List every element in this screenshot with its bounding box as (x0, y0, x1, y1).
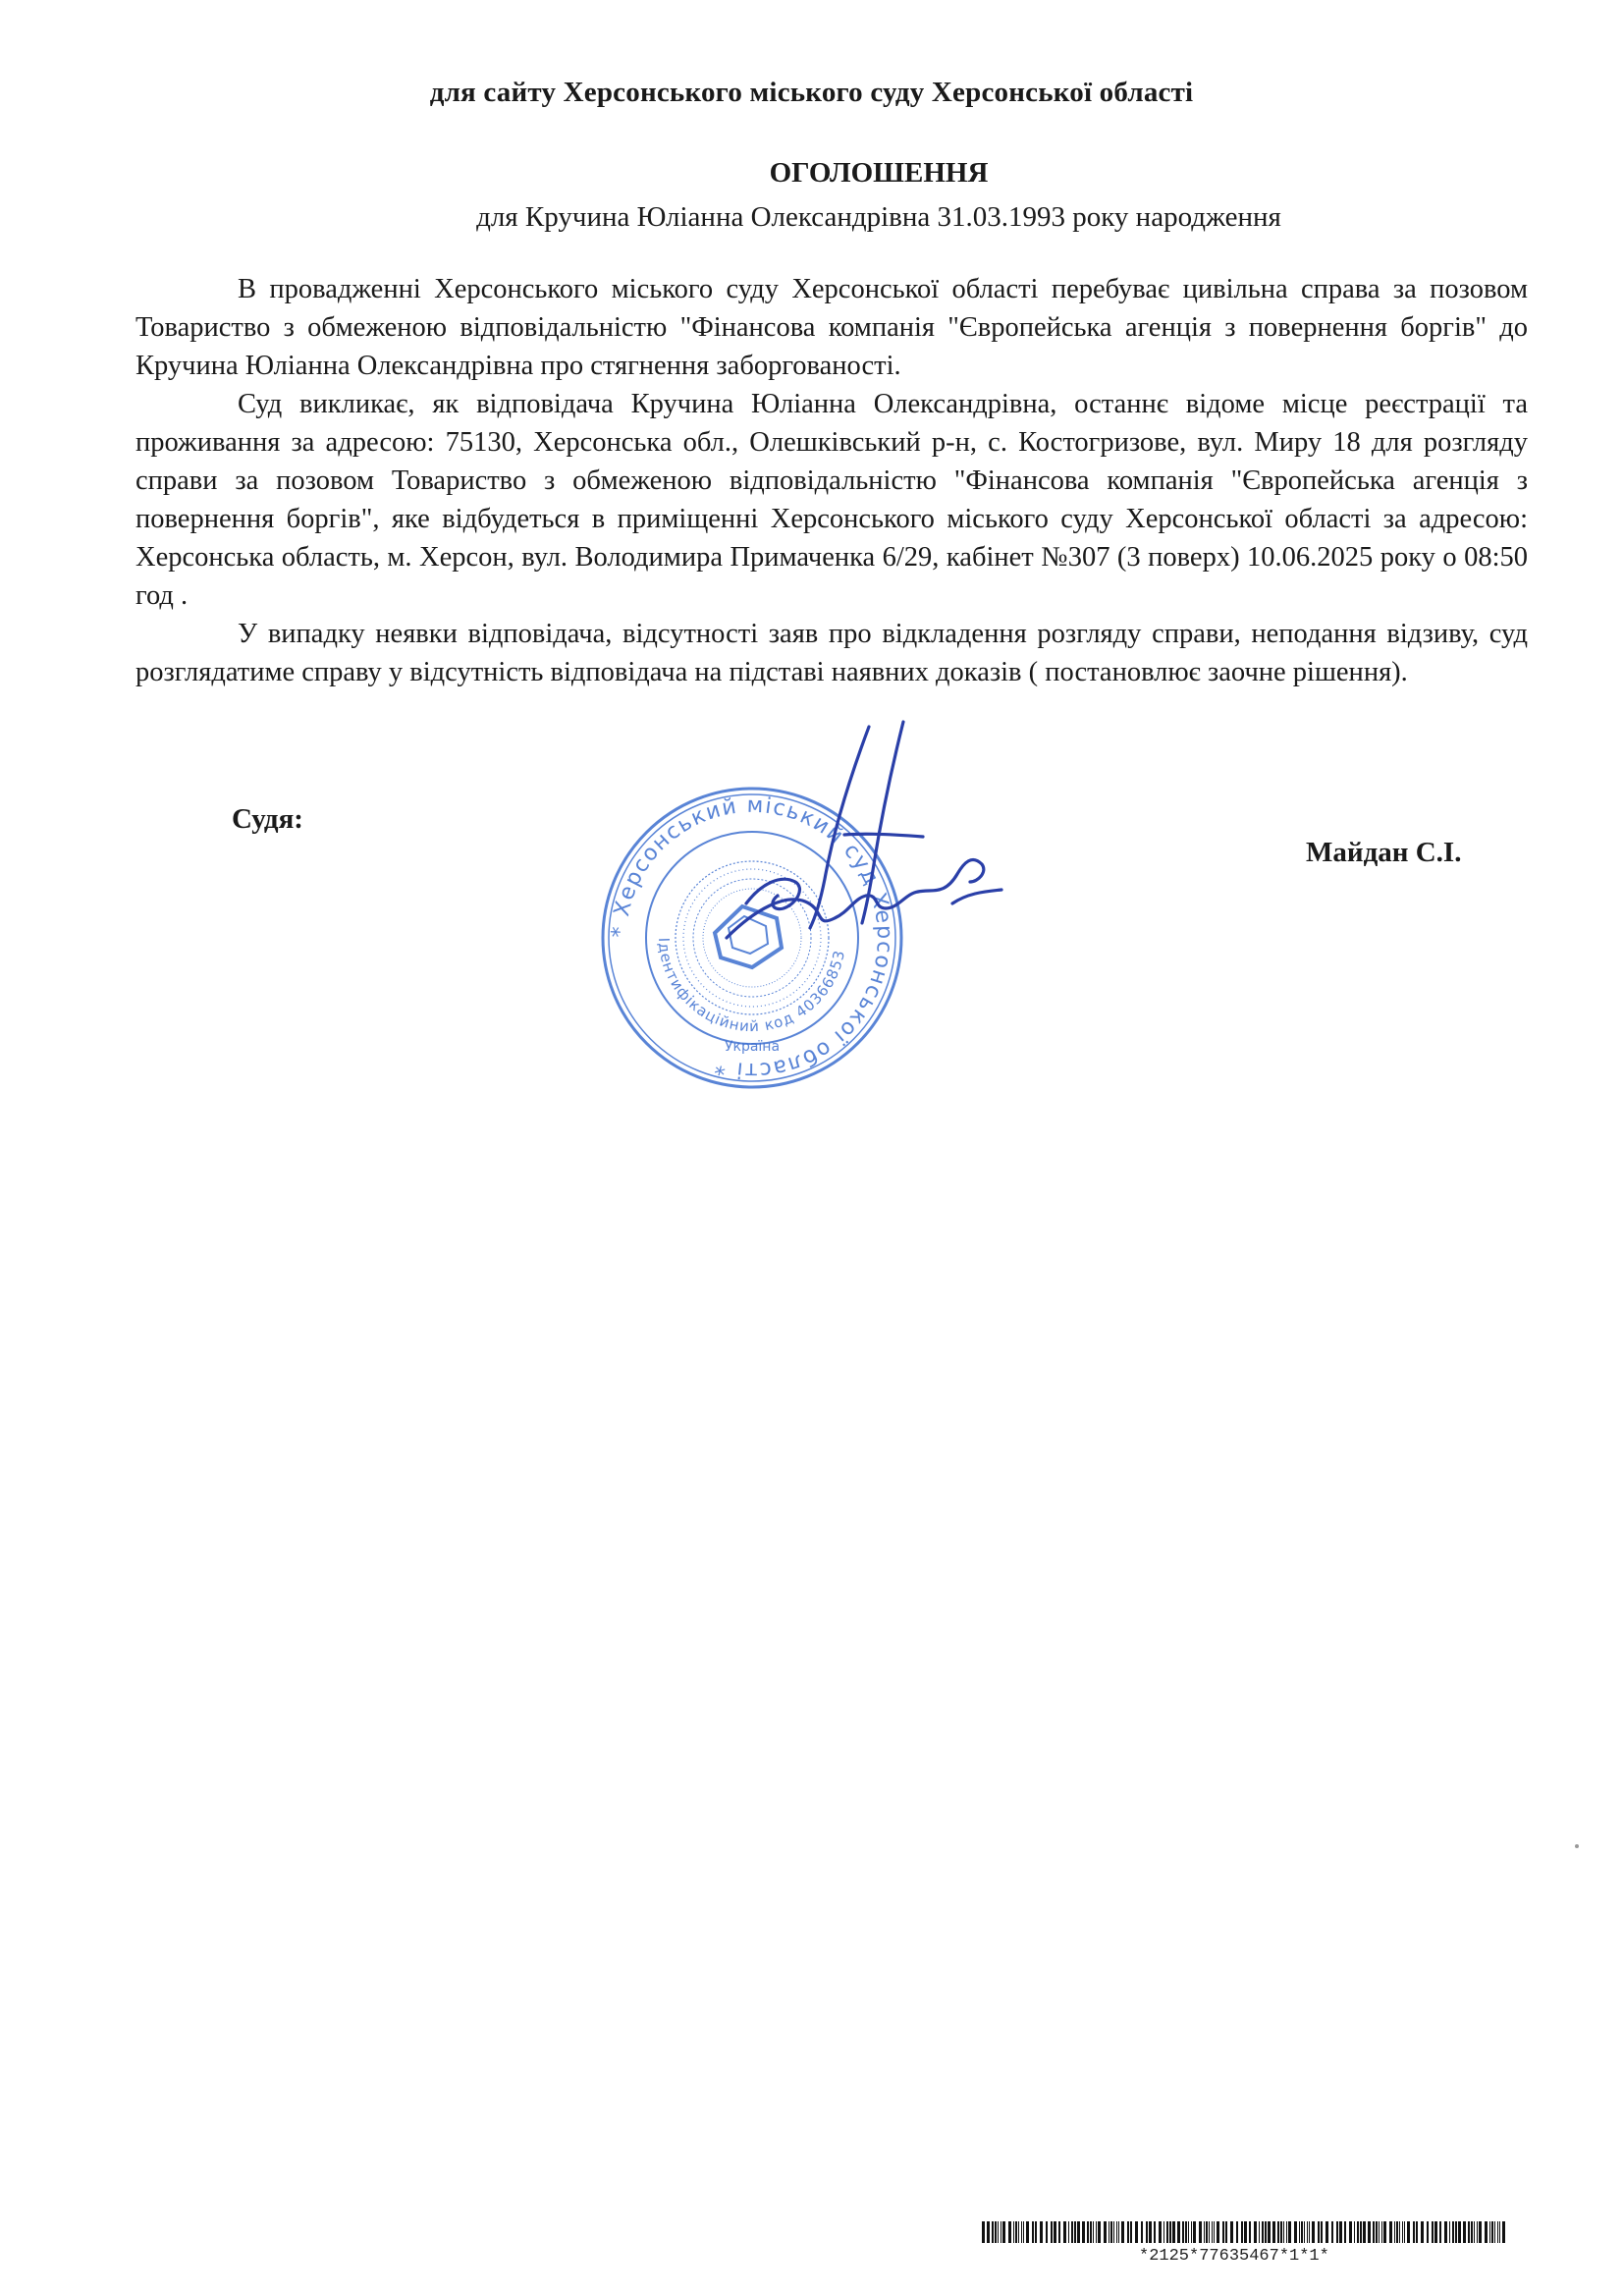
document-body (135, 270, 1528, 691)
seal-country-text: Україна (724, 1039, 781, 1055)
judge-signature (687, 707, 1021, 1002)
document-subtitle: для Кручина Юліанна Олександрівна 31.03.1993 року народження (476, 201, 1281, 233)
document-barcode (982, 2221, 1512, 2276)
barcode-text: *2125*77635467*1*1* (1139, 2247, 1329, 2266)
document-title: ОГОЛОШЕННЯ (769, 157, 989, 189)
barcode-bars (982, 2221, 1512, 2243)
paragraph-case-info: В провадженні Херсонського міського суду Херсонської області перебуває цивільна справа за позовом Товариство з обмеженою відповідальністю "Фінансова компанія "Європейська агенція з повернення боргів" до Кручина Юліанна Олександрівна про стягнення заборгованості. (135, 274, 1528, 381)
judge-label: Судя: (232, 803, 303, 835)
paragraph-absence-notice: У випадку неявки відповідача, відсутності заяв про відкладення розгляду справи, неподання відзиву, суд розглядатиме справу у відсутність відповідача на підставі наявних доказів ( постановлює заочне рішення). (135, 619, 1528, 687)
judge-name: Майдан С.І. (1306, 837, 1462, 868)
paragraph-summons: Суд викликає, як відповідача Кручина Юліанна Олександрівна, останнє відоме місце реєстрації та проживання за адресою: 75130, Херсонська обл., Олешківський р-н, с. Костогризове, вул. Миру 18 для розгляду справи за позовом Товариство з обмеженою відповідальністю "Фінансова компанія "Європейська агенція з повернення боргів", яке відбудеться в приміщенні Херсонського міського суду Херсонської області за адресою: Херсонська область, м. Херсон, вул. Володимира Примаченка 6/29, кабінет №307 (3 поверх) 10.06.2025 року о 08:50 год . (135, 389, 1528, 611)
seal-outer-text: * Херсонський міський суд Херсонської області * (607, 793, 897, 1083)
seal-inner-text: Ідентифікаційний код 40366853 (654, 937, 849, 1036)
scan-speck (1575, 1844, 1579, 1848)
document-header: для сайту Херсонського міського суду Херсонської області (429, 77, 1194, 108)
